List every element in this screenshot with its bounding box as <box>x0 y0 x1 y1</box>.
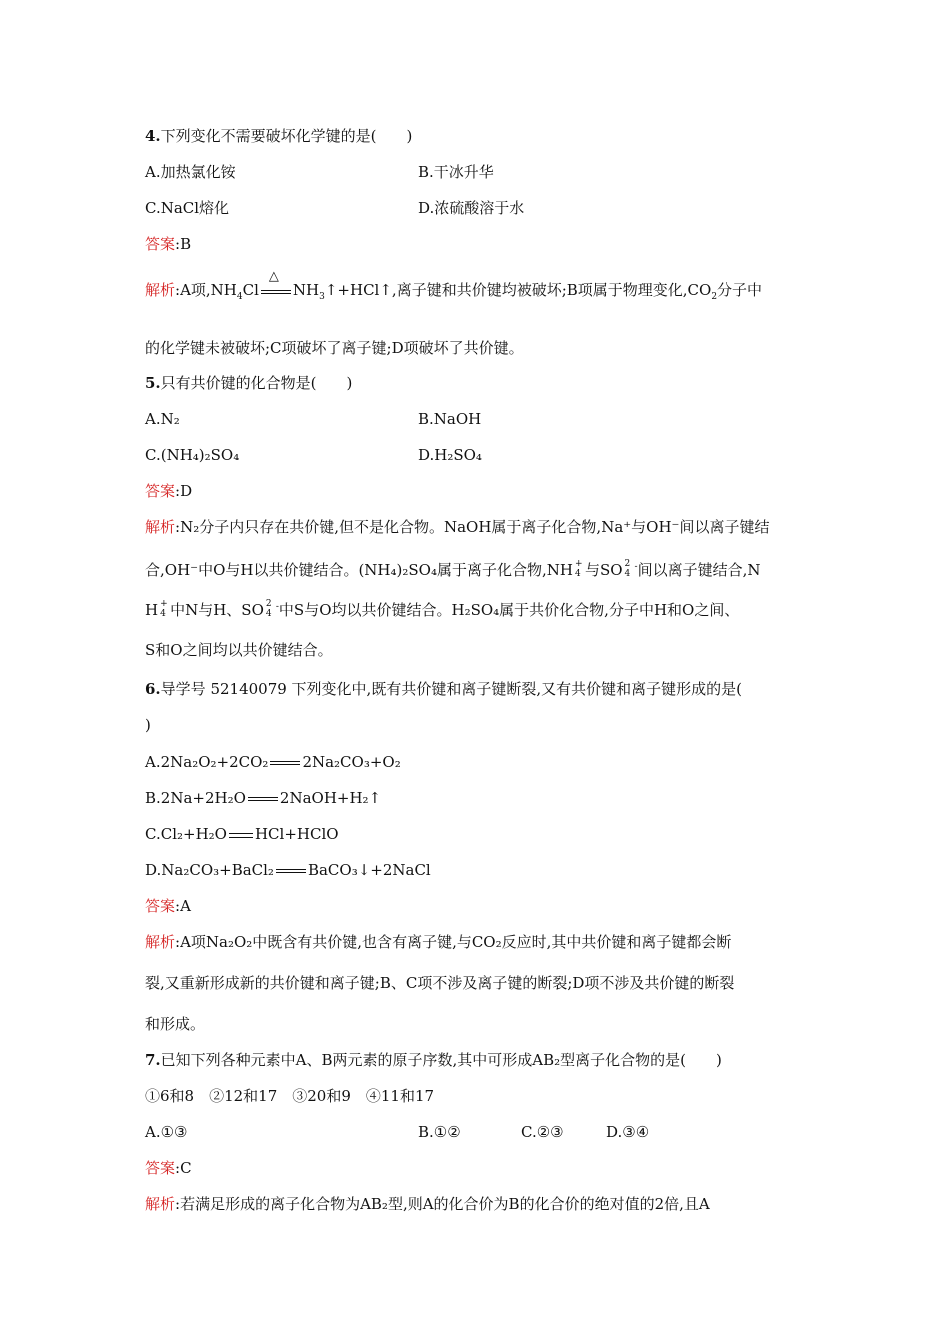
q5-analysis-l3b: 中N与H、SO <box>170 601 264 619</box>
q4-analysis-text-c: NH <box>292 281 320 299</box>
q7-option-c: C.②③ <box>521 1123 564 1141</box>
q7-option-d: D.③④ <box>606 1123 650 1141</box>
q5-option-a: A.N₂ <box>145 410 180 428</box>
q6-option-b: B.2Na+2H₂O 2NaOH+H₂↑ <box>145 789 382 807</box>
q5-options-row2 <box>145 445 482 465</box>
q5-option-c: C.(NH₄)₂SO₄ <box>145 446 240 464</box>
equal-sign-icon <box>246 792 280 806</box>
so4-charge-2: 2 4 <box>265 599 272 619</box>
q4-sub-4: 4 <box>236 292 243 302</box>
q6-number: 6. <box>145 680 161 698</box>
q6-analysis-line2: 裂,又重新形成新的共价键和离子键;B、C项不涉及离子键的断裂;D项不涉及共价键的断裂 <box>145 974 735 992</box>
q4-analysis-line2: 的化学键未被破坏;C项破坏了离子键;D项破坏了共价键。 <box>145 339 524 357</box>
q5-analysis-l2: 合,OH⁻中O与H以共价键结合。(NH₄)₂SO₄属于离子化合物,NH <box>145 561 573 579</box>
q6-option-c: C.Cl₂+H₂O HCl+HClO <box>145 825 339 843</box>
q4-options-row2 <box>145 198 525 218</box>
q6-option-a: A.2Na₂O₂+2CO₂ 2Na₂CO₃+O₂ <box>145 753 401 771</box>
q4-analysis-text-a: :A项,NH <box>175 281 237 299</box>
q5-option-d: D.H₂SO₄ <box>418 446 482 464</box>
nh4-charge: + 4 <box>574 559 583 579</box>
q5-analysis-l2b: 与SO <box>584 561 623 579</box>
q4-options-row1 <box>145 162 494 182</box>
q6-answer-value: :A <box>175 897 191 915</box>
q5-options-row1 <box>145 409 482 429</box>
q7-items: ①6和8 ②12和17 ③20和9 ④11和17 <box>145 1087 435 1105</box>
q5-analysis-line1 <box>145 517 769 537</box>
q4-option-a: A.加热氯化铵 <box>145 163 236 181</box>
q7-stem <box>145 1050 722 1070</box>
q6-stem <box>145 679 742 699</box>
q5-analysis-line4: S和O之间均以共价键结合。 <box>145 641 333 659</box>
q7-option-a: A.①③ <box>145 1123 188 1141</box>
q5-answer <box>145 481 192 501</box>
equal-sign-icon <box>268 756 302 770</box>
q7-analysis-label: 解析 <box>145 1195 176 1213</box>
q6-answer <box>145 896 191 916</box>
q4-answer-label: 答案 <box>145 235 176 253</box>
q4-analysis-line1: 解析:A项$,NH_4Cl$ △ $NH_3↑+HCl↑$,离子键和共价键均被破坏;B项属于物理变化$,CO_2$分子中 <box>145 269 763 302</box>
q5-answer-value: :D <box>175 482 193 500</box>
q4-analysis-text-d: ↑+HCl↑,离子键和共价键均被破坏;B项属于物理变化,CO <box>324 281 712 299</box>
q6-stem-cont: ) <box>145 716 151 734</box>
q4-option-b: B.干冰升华 <box>418 163 494 181</box>
q5-stem <box>145 373 352 393</box>
equal-sign-icon <box>274 864 308 878</box>
q5-analysis-line2: 合,OH⁻中O与H以共价键结合。(NH₄)₂SO₄属于离子化合物,NH + 4 与SO 2 4 -间以离子键结合,N <box>145 559 761 579</box>
q7-analysis-line1: 解析:若满足形成的离子化合物为AB₂型,则A的化合价为B的化合价的绝对值的2倍,且A <box>145 1195 710 1213</box>
q5-answer-label: 答案 <box>145 482 176 500</box>
q5-stem-text: 只有共价键的化合物是( ) <box>160 374 353 392</box>
q5-number: 5. <box>145 374 161 392</box>
q6-answer-label: 答案 <box>145 897 176 915</box>
q4-analysis-text-e: 分子中 <box>717 281 763 299</box>
so4-charge: 2 4 <box>624 559 631 579</box>
q7-number: 7. <box>145 1051 161 1069</box>
q6-option-d: D.Na₂CO₃+BaCl₂ BaCO₃↓+2NaCl <box>145 861 431 879</box>
q4-option-c: C.NaCl熔化 <box>145 199 230 217</box>
q5-analysis-line3: H + 4 中N与H、SO 2 4 -中S与O均以共价键结合。H₂SO₄属于共价化合物,分子中H和O之间、 <box>145 599 740 619</box>
q6-stem-text: 导学号 52140079 下列变化中,既有共价键和离子键断裂,又有共价键和离子键形成的是( <box>160 680 742 698</box>
heat-symbol: △ <box>268 269 279 284</box>
q4-number: 4. <box>145 127 161 145</box>
nh4-charge-2: + 4 <box>160 599 168 619</box>
q5-analysis-l3c: 中S与O均以共价键结合。H₂SO₄属于共价化合物,分子中H和O之间、 <box>278 601 740 619</box>
q6-analysis-line1: 解析:A项Na₂O₂中既含有共价键,也含有离子键,与CO₂反应时,其中共价键和离子键都会断 <box>145 933 732 951</box>
q6-analysis-line3: 和形成。 <box>145 1015 206 1033</box>
q5-analysis-label: 解析 <box>145 518 176 536</box>
q4-option-d: D.浓硫酸溶于水 <box>418 199 525 217</box>
q7-answer <box>145 1158 192 1178</box>
reversible-arrow-icon <box>227 828 255 842</box>
q4-answer <box>145 234 191 254</box>
q5-analysis-l1: :N₂分子内只存在共价键,但不是化合物。NaOH属于离子化合物,Na⁺与OH⁻间以离子键结 <box>175 518 770 536</box>
q7-answer-label: 答案 <box>145 1159 176 1177</box>
q5-option-b: B.NaOH <box>418 410 482 428</box>
q5-analysis-l2c: 间以离子键结合,N <box>637 561 761 579</box>
q7-option-b: B.①② <box>418 1123 461 1141</box>
q7-answer-value: :C <box>175 1159 192 1177</box>
q4-stem <box>145 126 412 146</box>
q7-stem-text: 已知下列各种元素中A、B两元素的原子序数,其中可形成AB₂型离子化合物的是( ) <box>160 1051 722 1069</box>
q4-answer-value: :B <box>175 235 192 253</box>
q6-analysis-label: 解析 <box>145 933 176 951</box>
heat-arrow-icon <box>259 269 293 298</box>
q4-stem-text: 下列变化不需要破坏化学键的是( ) <box>160 127 413 145</box>
q7-options <box>145 1122 650 1142</box>
q4-analysis-label: 解析 <box>145 281 176 299</box>
q4-analysis-text-b: Cl <box>242 281 259 299</box>
